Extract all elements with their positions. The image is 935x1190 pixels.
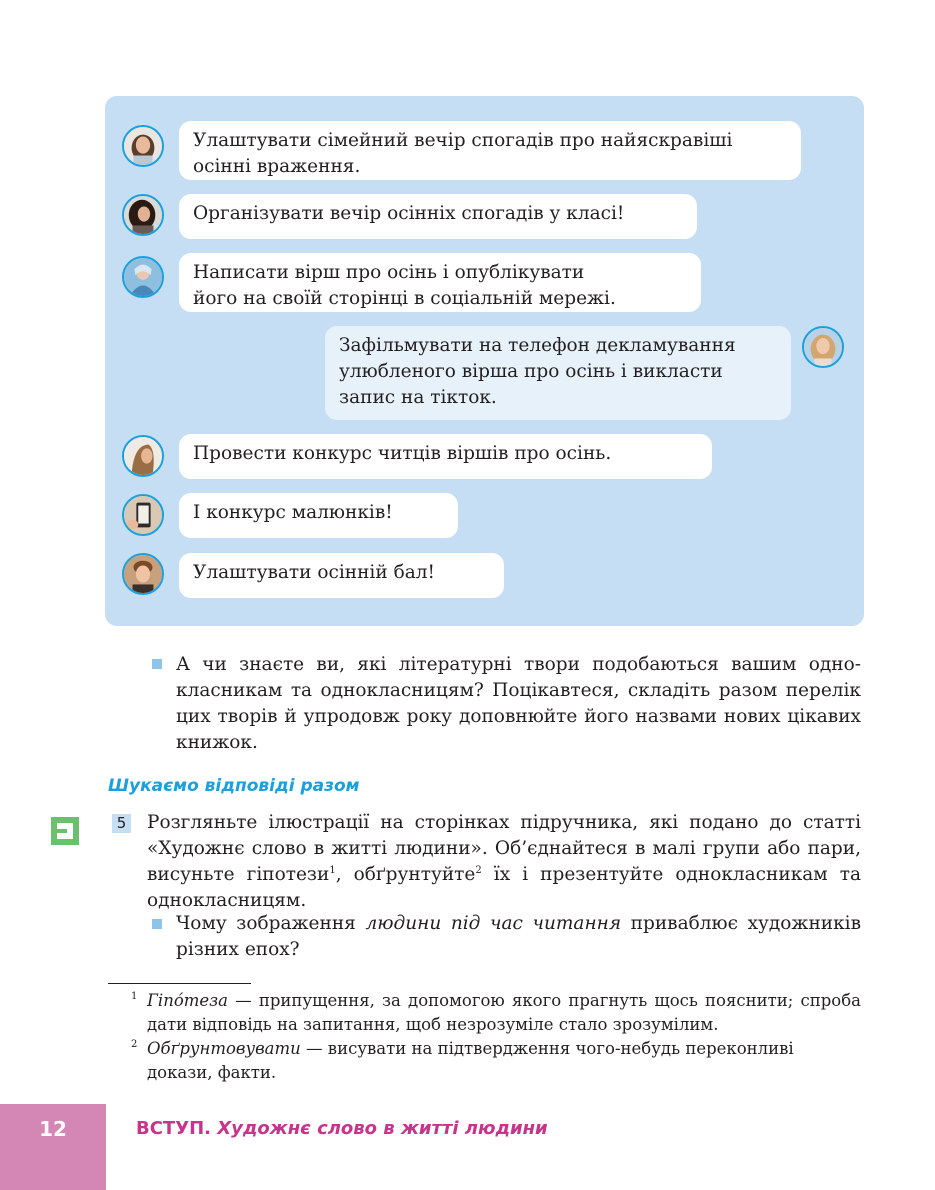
chat-bubble: І конкурс малюнків!: [179, 493, 458, 538]
chat-bubble: Написати вірш про осінь і опублікувати його на своїй сторінці в соціальній мережі.: [179, 253, 701, 312]
running-head: ВСТУП. Художнє слово в житті людини: [136, 1118, 548, 1139]
footnote-number: 1: [131, 991, 138, 1002]
girl-hair-icon: [122, 194, 164, 236]
task-text: Розгляньте ілюстрації на сторінках підручника, які подано до статті «Художнє слово в житті людини». Об’єднайтеся в малі групи або пари, висуньте гіпотези$^1$, обґрунтуйте$^2$ їх і презентуйте однокласникам та однокласницям.: [147, 812, 861, 911]
boy-portrait-icon: [122, 553, 164, 595]
girl-blonde-icon: [802, 326, 844, 368]
chat-bubble: Улаштувати сімейний вечір спогадів про найяскравіші осінні враження.: [179, 121, 801, 180]
discussion-paragraph: А чи знаєте ви, які літературні твори подобаються вашим однокласникам та однокласницям? Поцікавтеся, складіть разом перелік цих творів й упродовж року доповнюйте його назвами нових цікавих книжок.: [176, 654, 861, 753]
phone-photo-icon: [122, 494, 164, 536]
page-number: 12: [39, 1117, 67, 1141]
footnote: Обґрунтовувати — висувати на підтвердження чого-небудь переконливі докази, факти.: [147, 1039, 794, 1082]
footnote-divider: [108, 983, 251, 984]
chat-bubble: Провести конкурс читців віршів про осінь.: [179, 434, 712, 479]
task-number: 5: [112, 814, 131, 833]
girl-portrait-icon: [122, 125, 164, 167]
section-title: Шукаємо відповіді разом: [108, 776, 360, 796]
footnote: Гіпо́теза — припущення, за допомогою якого прагнуть щось пояснити; спроба дати відповідь на запитання, щоб незрозуміле стало зрозумілим.: [147, 991, 861, 1034]
chat-bubble: Зафільмувати на телефон декламування улюбленого вірша про осінь і викласти запис на тікток.: [325, 326, 791, 420]
person-blue-icon: [122, 256, 164, 298]
task-question: Чому зображення людини під час читання приваблює художників різних епох?: [176, 913, 861, 960]
footnote-number: 2: [131, 1039, 138, 1050]
bullet-marker: [152, 659, 162, 669]
chat-panel: [105, 96, 864, 626]
girl-profile-icon: [122, 435, 164, 477]
bullet-marker: [152, 919, 162, 929]
chat-bubble: Організувати вечір осінніх спогадів у класі!: [179, 194, 697, 239]
chat-bubble: Улаштувати осінній бал!: [179, 553, 504, 598]
group-work-icon: [51, 817, 79, 845]
